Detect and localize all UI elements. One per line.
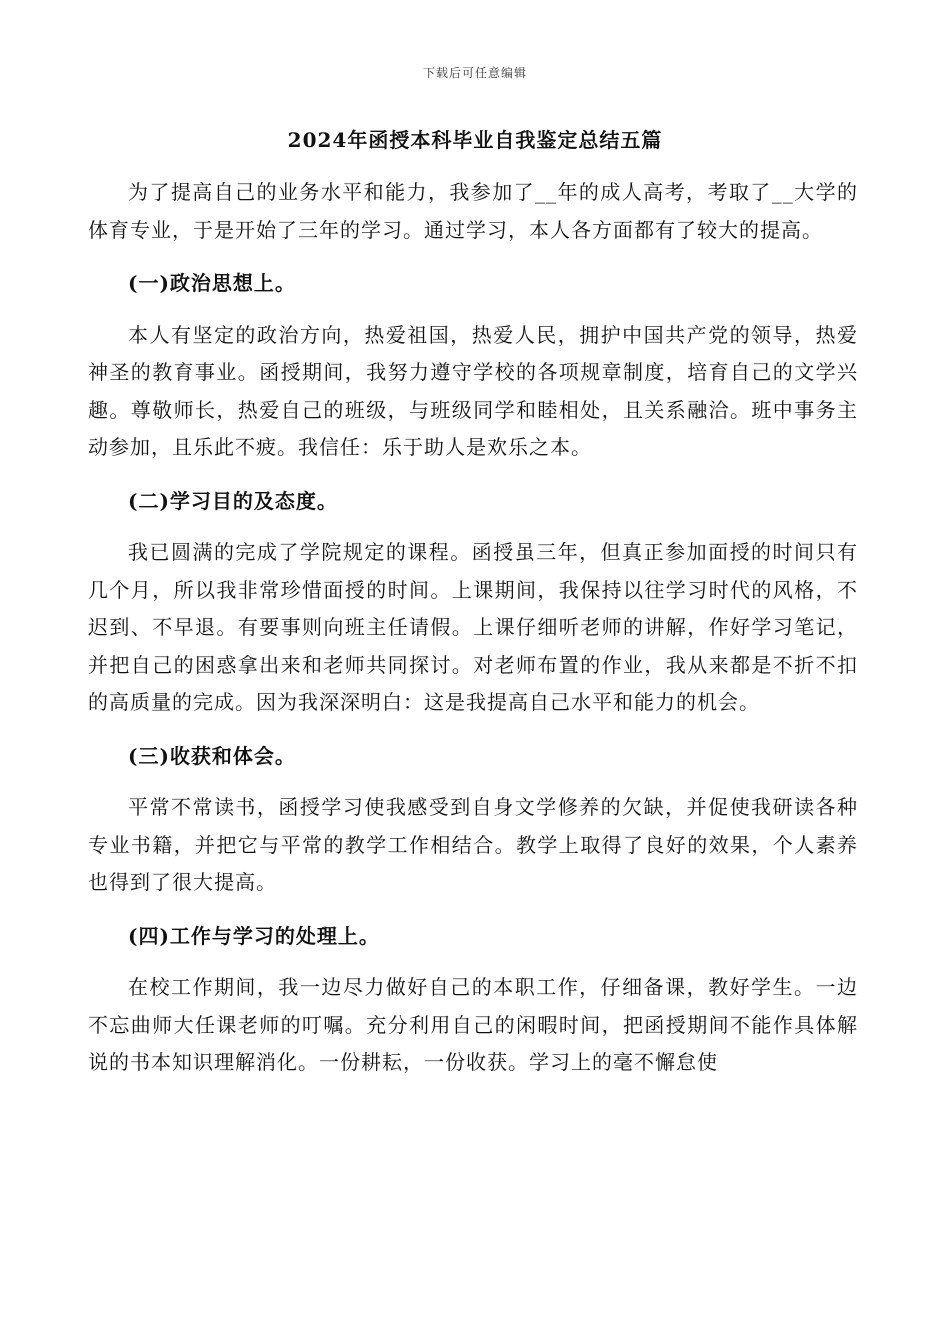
section-heading-work-study: (四)工作与学习的处理上。	[128, 923, 380, 948]
section-paragraph-work-study: 在校工作期间，我一边尽力做好自己的本职工作，仔细备课，教好学生。一边不忘曲师大任课老师的叮嘱。充分利用自己的闲暇时间，把函授期间不能作具体解说的书本知识理解消化。一份耕耘，一份收获。学习上的毫不懈怠使	[88, 975, 858, 1074]
header-note: 下载后可任意编辑	[422, 66, 527, 80]
section-heading-study-purpose: (二)学习目的及态度。	[128, 488, 338, 513]
section-heading-gains: (三)收获和体会。	[128, 743, 296, 768]
section-heading-political: (一)政治思想上。	[128, 271, 296, 295]
intro-paragraph: 为了提高自己的业务水平和能力，我参加了__年的成人高考，考取了__大学的体育专业，于是开始了三年的学习。通过学习，本人各方面都有了较大的提高。	[88, 180, 858, 242]
section-paragraph-gains: 平常不常读书，函授学习使我感受到自身文学修养的欠缺，并促使我研读各种专业书籍，并把它与平常的教学工作相结合。教学上取得了良好的效果，个人素养也得到了很大提高。	[88, 795, 858, 894]
section-paragraph-political: 本人有坚定的政治方向，热爱祖国，热爱人民，拥护中国共产党的领导，热爱神圣的教育事业。函授期间，我努力遵守学校的各项规章制度，培育自己的文学兴趣。尊敬师长，热爱自己的班级，与班级同学和睦相处，且关系融洽。班中事务主动参加，且乐此不疲。我信任：乐于助人是欢乐之本。	[88, 322, 858, 459]
document-body	[88, 174, 858, 1082]
section-paragraph-study-purpose: 我已圆满的完成了学院规定的课程。函授虽三年，但真正参加面授的时间只有几个月，所以我非常珍惜面授的时间。上课期间，我保持以往学习时代的风格，不迟到、不早退。有要事则向班主任请假。上课仔细听老师的讲解，作好学习笔记，并把自己的困惑拿出来和老师共同探讨。对老师布置的作业，我从来都是不折不扣的高质量的完成。因为我深深明白：这是我提高自己水平和能力的机会。	[88, 540, 858, 714]
document-title: 2024年函授本科毕业自我鉴定总结五篇	[287, 128, 663, 152]
